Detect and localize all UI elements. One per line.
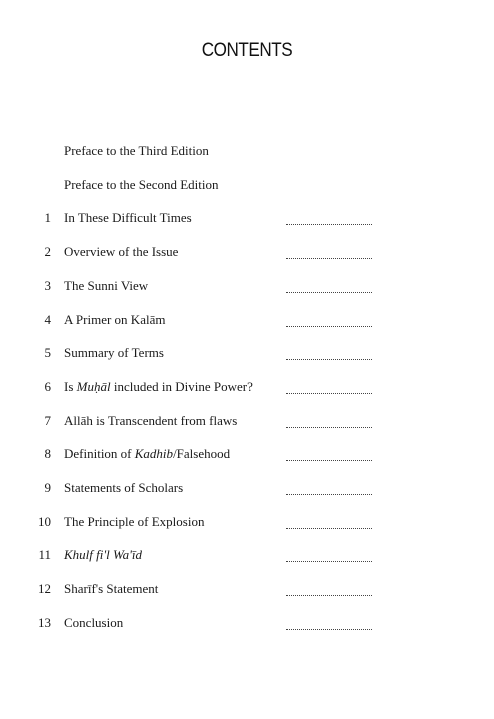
toc-entry-title: [64, 140, 209, 162]
toc-entry[interactable]: [0, 241, 494, 263]
dot-leader: [286, 246, 372, 259]
toc-entry[interactable]: [0, 275, 494, 297]
toc-entry-title: [64, 612, 123, 634]
title-text: Is: [64, 379, 77, 394]
dot-leader: [286, 448, 372, 461]
toc-entry-number: 11: [38, 547, 51, 562]
toc-entry[interactable]: [0, 612, 494, 634]
italic-term: Khulf fi'l Wa'īd: [64, 547, 143, 562]
toc-entry[interactable]: [0, 342, 494, 364]
toc-entry-title: [64, 376, 253, 398]
dot-leader: [286, 314, 372, 327]
title-text: A Primer on Kalām: [64, 312, 166, 327]
toc-entry-title: [64, 174, 219, 196]
toc-entry-number: 1: [44, 210, 51, 225]
toc-entry[interactable]: [0, 578, 494, 600]
dot-leader: [286, 583, 372, 596]
toc-entry-number: 6: [44, 379, 51, 394]
toc-entry-title: [64, 207, 192, 229]
toc-entry-title: [64, 410, 237, 432]
title-text: Preface to the Third Edition: [64, 143, 209, 158]
dot-leader: [286, 516, 372, 529]
italic-term: Kadhib: [134, 446, 174, 461]
toc-entry[interactable]: [0, 174, 494, 196]
toc-entry[interactable]: [0, 544, 494, 566]
toc-entry-title: [64, 309, 165, 331]
dot-leader: [286, 381, 372, 394]
toc-entry[interactable]: [0, 477, 494, 499]
title-text: The Principle of Explosion: [64, 514, 205, 529]
toc-entry-number: 13: [38, 615, 51, 630]
title-text: Allāh is Transcendent from flaws: [64, 413, 238, 428]
toc-entry-number: 4: [44, 312, 51, 327]
toc-entry-number: 3: [44, 278, 51, 293]
toc-entry-title: [64, 544, 142, 566]
title-text: The Sunni View: [64, 278, 149, 293]
dot-leader: [286, 212, 372, 225]
toc-entry-title: [64, 275, 148, 297]
toc-entry-number: 7: [44, 413, 51, 428]
title-text: Statements of Scholars: [64, 480, 184, 495]
dot-leader: [286, 347, 372, 360]
dot-leader: [286, 617, 372, 630]
toc-entry[interactable]: [0, 207, 494, 229]
toc-entry-number: 9: [44, 480, 51, 495]
toc-entry-title: [64, 443, 230, 465]
dot-leader: [286, 280, 372, 293]
toc-entry[interactable]: [0, 140, 494, 162]
title-text: Overview of the Issue: [64, 244, 179, 259]
toc-entry-title: [64, 578, 158, 600]
toc-entry[interactable]: [0, 410, 494, 432]
title-text: Preface to the Second Edition: [64, 177, 219, 192]
toc-entry[interactable]: [0, 376, 494, 398]
toc-entry-title: [64, 342, 164, 364]
toc-entry-number: 5: [44, 345, 51, 360]
toc-entry-title: [64, 241, 178, 263]
title-text: Conclusion: [64, 615, 124, 630]
toc-entry-number: 2: [44, 244, 51, 259]
title-text: Summary of Terms: [64, 345, 164, 360]
title-text: included in Divine Power?: [110, 379, 253, 394]
toc-entry[interactable]: [0, 511, 494, 533]
title-text: /Falsehood: [173, 446, 231, 461]
title-text: In These Difficult Times: [64, 210, 192, 225]
toc-entry[interactable]: [0, 443, 494, 465]
dot-leader: [286, 482, 372, 495]
italic-term: Muḥāl: [76, 379, 111, 394]
page-title: CONTENTS: [201, 40, 293, 61]
dot-leader: [286, 549, 372, 562]
toc-entry-number: 8: [44, 446, 51, 461]
toc-entry-number: 12: [38, 581, 51, 596]
dot-leader: [286, 415, 372, 428]
title-text: Sharīf's Statement: [64, 581, 159, 596]
toc-entry-number: 10: [38, 514, 51, 529]
toc-entry[interactable]: [0, 309, 494, 331]
toc-entry-title: [64, 511, 204, 533]
title-text: Definition of: [64, 446, 135, 461]
toc-entry-title: [64, 477, 183, 499]
